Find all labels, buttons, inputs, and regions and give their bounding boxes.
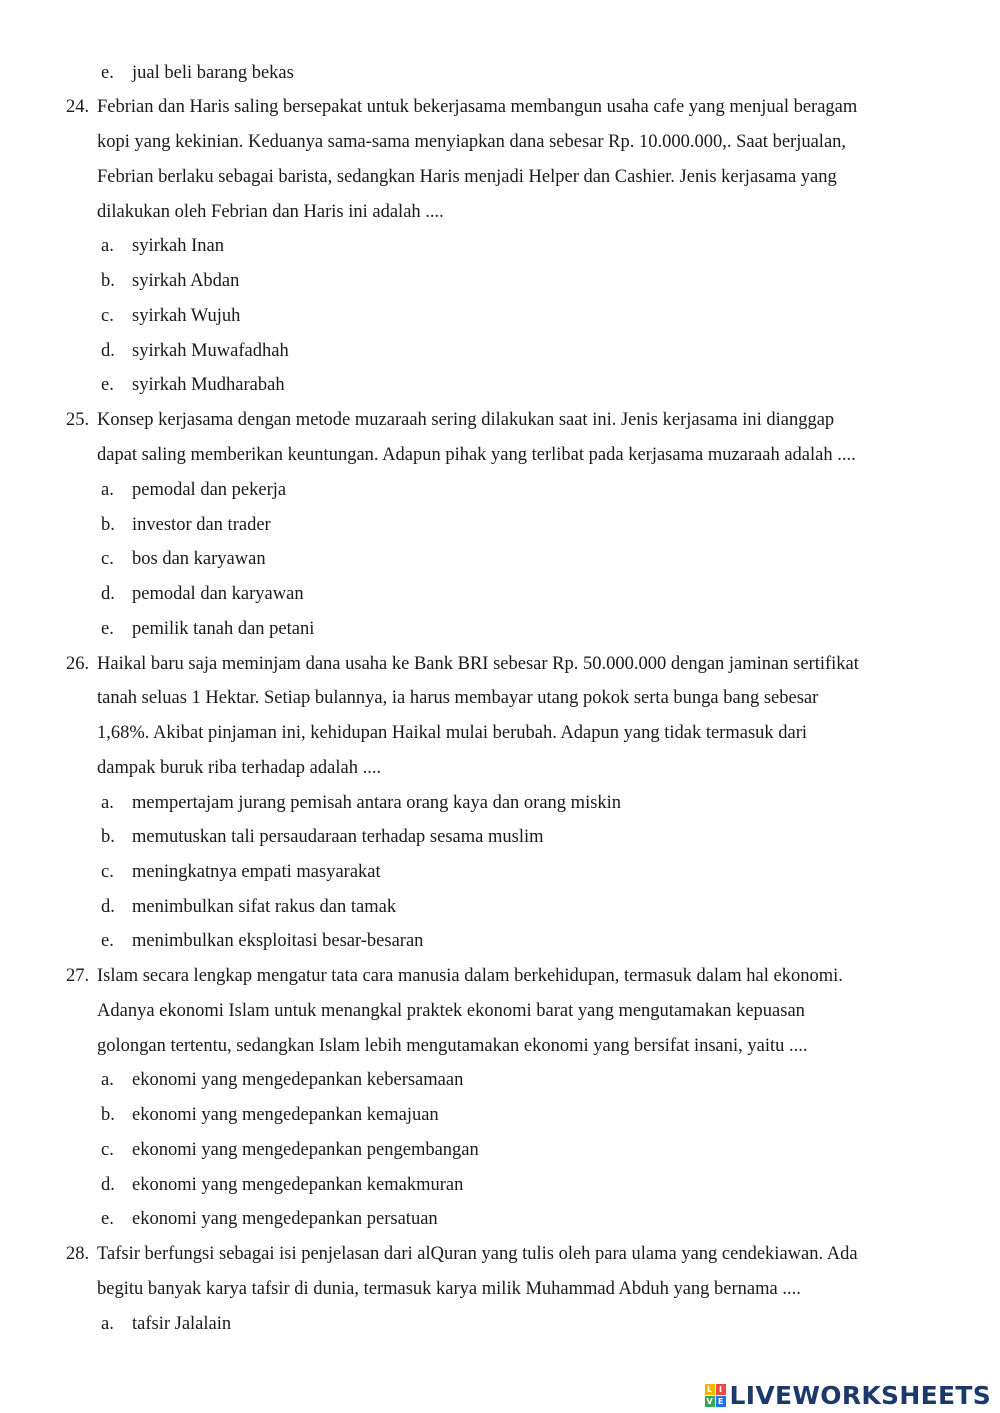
question-26-option-e[interactable]	[101, 929, 423, 953]
option-text: syirkah Abdan	[132, 271, 240, 291]
question-28-line-1	[66, 1242, 858, 1266]
question-25-option-d[interactable]	[101, 582, 304, 606]
option-letter: e.	[101, 931, 114, 951]
option-letter: d.	[101, 897, 115, 917]
question-26-option-d[interactable]	[101, 895, 396, 919]
option-text: menimbulkan sifat rakus dan tamak	[132, 897, 397, 917]
question-text: Febrian dan Haris saling bersepakat untuk bekerjasama membangun usaha cafe yang menjual beragam	[97, 97, 858, 117]
option-text: memutuskan tali persaudaraan terhadap sesama muslim	[132, 827, 544, 847]
option-letter: c.	[101, 306, 114, 326]
option-text: mempertajam jurang pemisah antara orang kaya dan orang miskin	[132, 793, 622, 813]
option-letter: e.	[101, 63, 114, 83]
question-26-option-a[interactable]	[101, 791, 621, 815]
question-27-option-a[interactable]	[101, 1068, 463, 1092]
option-letter: c.	[101, 862, 114, 882]
option-letter: c.	[101, 1140, 114, 1160]
option-text: tafsir Jalalain	[132, 1314, 232, 1334]
question-26-line-3: 1,68%. Akibat pinjaman ini, kehidupan Haikal mulai berubah. Adapun yang tidak termasuk dari	[97, 723, 808, 743]
question-25-line-2: dapat saling memberikan keuntungan. Adapun pihak yang terlibat pada kerjasama muzaraah adalah ....	[97, 445, 856, 465]
question-24-option-c[interactable]	[101, 304, 240, 328]
logo-tile-v: V	[706, 1396, 713, 1406]
option-text: pemodal dan pekerja	[132, 480, 287, 500]
option-text: pemilik tanah dan petani	[132, 619, 315, 639]
option-text: jual beli barang bekas	[132, 63, 294, 83]
question-27-line-1	[66, 964, 843, 988]
question-24-line-3: Febrian berlaku sebagai barista, sedangkan Haris menjadi Helper dan Cashier. Jenis kerjasama yang	[97, 167, 837, 187]
liveworksheets-logo-icon	[705, 1384, 726, 1407]
question-24-line-2: kopi yang kekinian. Keduanya sama-sama menyiapkan dana sebesar Rp. 10.000.000,. Saat berjualan,	[97, 132, 847, 152]
question-27-option-d[interactable]	[101, 1173, 463, 1197]
question-28-option-a[interactable]	[101, 1312, 231, 1336]
question-24-option-d[interactable]	[101, 339, 289, 363]
option-letter: d.	[101, 1175, 115, 1195]
question-25-option-b[interactable]	[101, 513, 271, 537]
option-text: menimbulkan eksploitasi besar-besaran	[132, 931, 424, 951]
question-number: 26.	[66, 654, 90, 674]
question-25-line-1	[66, 408, 834, 432]
question-27-option-c[interactable]	[101, 1138, 479, 1162]
question-number: 25.	[66, 410, 90, 430]
question-25-option-a[interactable]	[101, 478, 286, 502]
option-letter: b.	[101, 271, 115, 291]
option-letter: a.	[101, 480, 114, 500]
question-number: 24.	[66, 97, 90, 117]
option-text: syirkah Muwafadhah	[132, 341, 289, 361]
option-text: ekonomi yang mengedepankan kemakmuran	[132, 1175, 464, 1195]
option-letter: d.	[101, 341, 115, 361]
watermark-text: LIVEWORKSHEETS	[729, 1380, 991, 1410]
option-letter: e.	[101, 1209, 114, 1229]
option-letter: a.	[101, 236, 114, 256]
question-25-option-e[interactable]	[101, 617, 314, 641]
option-letter: a.	[101, 1314, 114, 1334]
option-text: ekonomi yang mengedepankan persatuan	[132, 1209, 438, 1229]
option-text: ekonomi yang mengedepankan pengembangan	[132, 1140, 479, 1160]
question-text: Konsep kerjasama dengan metode muzaraah sering dilakukan saat ini. Jenis kerjasama ini dianggap	[97, 410, 835, 430]
question-text: Tafsir berfungsi sebagai isi penjelasan dari alQuran yang tulis oleh para ulama yang cendekiawan. Ada	[97, 1244, 858, 1264]
logo-tile-l: L	[705, 1384, 715, 1395]
option-text: ekonomi yang mengedepankan kebersamaan	[132, 1070, 464, 1090]
option-text: meningkatnya empati masyarakat	[132, 862, 381, 882]
question-24-option-a[interactable]	[101, 234, 224, 258]
question-number: 27.	[66, 966, 90, 986]
question-26-line-1	[66, 652, 859, 676]
question-27-line-2: Adanya ekonomi Islam untuk menangkal praktek ekonomi barat yang mengutamakan kepuasan	[97, 1001, 805, 1021]
option-text: syirkah Wujuh	[132, 306, 241, 326]
option-letter: e.	[101, 619, 114, 639]
option-letter: a.	[101, 1070, 114, 1090]
option-letter: b.	[101, 515, 115, 535]
logo-tile-i: I	[716, 1384, 726, 1395]
question-24-line-4: dilakukan oleh Febrian dan Haris ini adalah ....	[97, 202, 444, 222]
question-24-option-b[interactable]	[101, 269, 239, 293]
option-letter: c.	[101, 549, 114, 569]
option-text: ekonomi yang mengedepankan kemajuan	[132, 1105, 439, 1125]
option-letter: a.	[101, 793, 114, 813]
question-number: 28.	[66, 1244, 90, 1264]
option-letter: b.	[101, 1105, 115, 1125]
option-text: syirkah Mudharabah	[132, 375, 285, 395]
question-25-option-c[interactable]	[101, 547, 266, 571]
option-text: pemodal dan karyawan	[132, 584, 304, 604]
question-24-option-e[interactable]	[101, 373, 285, 397]
question-26-option-c[interactable]	[101, 860, 381, 884]
logo-tile-e: E	[716, 1396, 726, 1407]
option-letter: d.	[101, 584, 115, 604]
question-text: Haikal baru saja meminjam dana usaha ke Bank BRI sebesar Rp. 50.000.000 dengan jaminan sertifikat	[97, 654, 859, 674]
question-26-option-b[interactable]	[101, 825, 544, 849]
question-24-line-1	[66, 95, 857, 119]
question-27-option-e[interactable]	[101, 1207, 438, 1231]
question-28-line-2: begitu banyak karya tafsir di dunia, termasuk karya milik Muhammad Abduh yang bernama ....	[97, 1279, 801, 1299]
option-letter: e.	[101, 375, 114, 395]
option-text: bos dan karyawan	[132, 549, 266, 569]
question-27-line-3: golongan tertentu, sedangkan Islam lebih mengutamakan ekonomi yang bersifat insani, yaitu ....	[97, 1036, 808, 1056]
question-text: Islam secara lengkap mengatur tata cara manusia dalam berkehidupan, termasuk dalam hal ekonomi.	[97, 966, 843, 986]
option-text: syirkah Inan	[132, 236, 224, 256]
question-26-line-4: dampak buruk riba terhadap adalah ....	[97, 758, 382, 778]
liveworksheets-watermark[interactable]	[705, 1380, 991, 1410]
option-letter: b.	[101, 827, 115, 847]
prev-option-e	[101, 61, 294, 85]
question-26-line-2: tanah seluas 1 Hektar. Setiap bulannya, ia harus membayar utang pokok serta bunga bang sebesar	[97, 688, 819, 708]
question-27-option-b[interactable]	[101, 1103, 439, 1127]
option-text: investor dan trader	[132, 515, 271, 535]
